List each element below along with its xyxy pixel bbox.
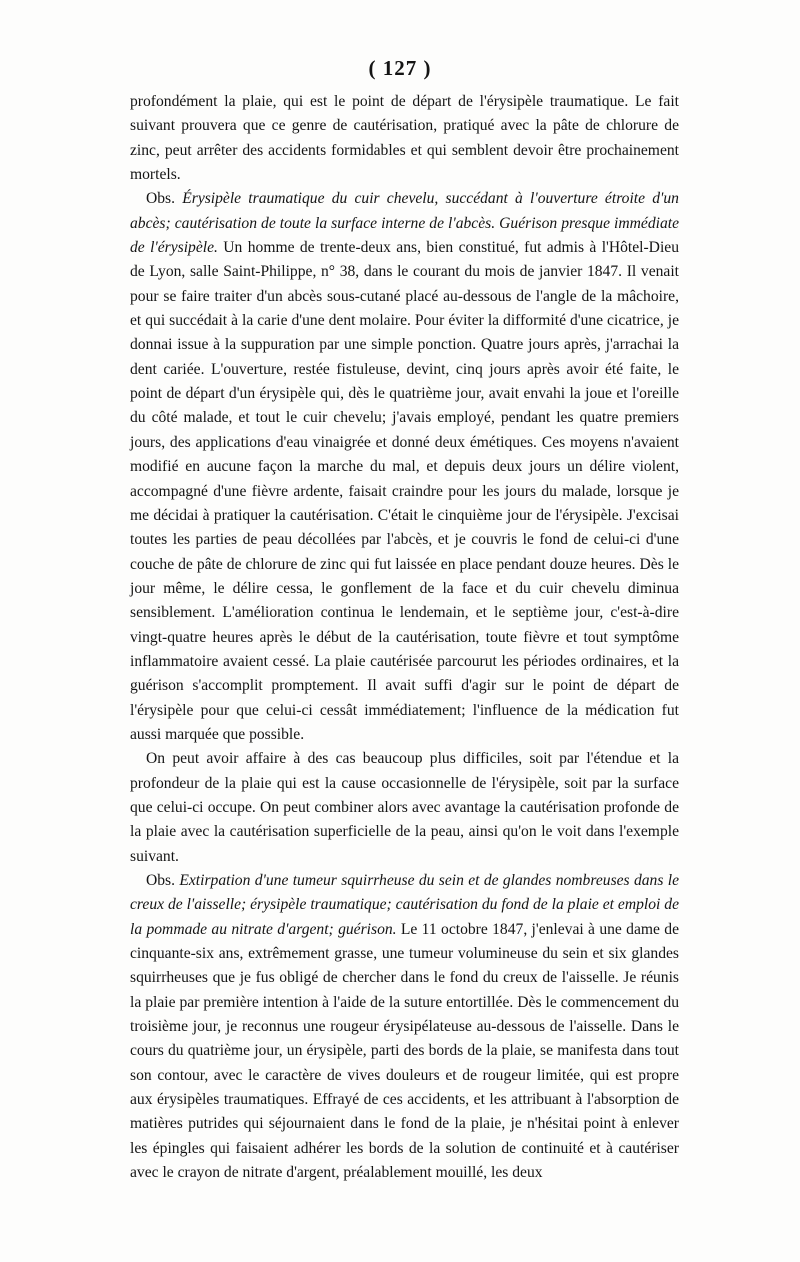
body-text-run: Obs.: [146, 190, 183, 208]
body-text: [130, 90, 679, 1185]
paragraph: [130, 869, 679, 1185]
paragraph: [130, 747, 679, 869]
body-text-run: Un homme de trente-deux ans, bien constitué, fut admis à l'Hôtel-Dieu de Lyon, salle Saint-Philippe, n° 38, dans le courant du mois de janvier 1847. Il venait pour se faire traiter d'un abcès sous-cutané placé au-dessous de l'angle de la mâchoire, et qui succédait à la carie d'une dent molaire. Pour éviter la difformité d'une cicatrice, je donnai issue à la suppuration par une simple ponction. Quatre jours après, j'arrachai la dent cariée. L'ouverture, restée fistuleuse, devint, cinq jours après avoir été faite, le point de départ d'un érysipèle qui, dès le quatrième jour, avait envahi la joue et l'oreille du côté malade, et tout le cuir chevelu; j'avais employé, pendant les quatre premiers jours, des applications d'eau vinaigrée et donné deux émétiques. Ces moyens n'avaient modifié en aucune façon la marche du mal, et depuis deux jours un délire violent, accompagné d'une fièvre ardente, faisait craindre pour les jours du malade, lorsque je me décidai à pratiquer la cautérisation. C'était le cinquième jour de l'érysipèle. J'excisai toutes les parties de peau décollées par l'abcès, et je couvris le fond de celui-ci d'une couche de pâte de chlorure de zinc qui fut laissée en place pendant douze heures. Dès le jour même, le délire cessa, le gonflement de la face et du cuir chevelu diminua sensiblement. L'amélioration continua le lendemain, et le septième jour, c'est-à-dire vingt-quatre heures après le début de la cautérisation, toute fièvre et tout symptôme inflammatoire avaient cessé. La plaie cautérisée parcourut les périodes ordinaires, et la guérison s'accomplit promptement. Il avait suffi d'agir sur le point de départ de l'érysipèle pour que celui-ci cessât immédiatement; l'influence de la médication fut aussi marquée que possible.: [130, 239, 679, 743]
body-text-run: On peut avoir affaire à des cas beaucoup plus difficiles, soit par l'étendue et la profondeur de la plaie qui est la cause occasionnelle de l'érysipèle, soit par la surface que celui-ci occupe. On peut combiner alors avec avantage la cautérisation profonde de la plaie avec la cautérisation superficielle de la peau, ainsi qu'on le voit dans l'exemple suivant.: [130, 750, 679, 865]
body-text-run: Le 11 octobre 1847, j'enlevai à une dame de cinquante-six ans, extrêmement grasse, une tumeur volumineuse du sein et six glandes squirrheuses que je fus obligé de chercher dans le fond du creux de l'aisselle. Je réunis la plaie par première intention à l'aide de la suture entortillée. Dès le commencement du troisième jour, je reconnus une rougeur érysipélateuse au-dessous de l'aisselle. Dans le cours du quatrième jour, un érysipèle, parti des bords de la plaie, se manifesta dans tout son contour, avec le caractère de vives douleurs et de rougeur limitée, qui est propre aux érysipèles traumatiques. Effrayé de ces accidents, et les attribuant à l'absorption de matières putrides qui séjournaient dans le fond de la plaie, je n'hésitai point à enlever les épingles qui faisaient adhérer les bords de la solution de continuité et à cautériser avec le crayon de nitrate d'argent, préalablement mouillé, les deux: [130, 920, 679, 1182]
paragraph: [130, 90, 679, 187]
paragraph: [130, 187, 679, 747]
page-number: ( 127 ): [368, 56, 432, 80]
body-text-run: Obs.: [146, 872, 180, 889]
italic-heading-text: Extirpation d'une tumeur squirrheuse du sein et de glandes nombreuses dans le creux de l'aisselle; érysipèle traumatique; cautérisation du fond de la plaie et emploi de la pommade au nitrate d'argent; guérison.: [130, 872, 679, 938]
italic-heading-text: Érysipèle traumatique du cuir chevelu, succédant à l'ouverture étroite d'un abcès; cautérisation de toute la surface interne de l'abcès. Guérison presque immédiate de l'érysipèle.: [130, 190, 679, 257]
body-text-run: profondément la plaie, qui est le point de départ de l'érysipèle traumatique. Le fait suivant prouvera que ce genre de cautérisation, pratiqué avec la pâte de chlorure de zinc, peut arrêter des accidents formidables et qui semblent devoir être prochainement mortels.: [130, 93, 679, 184]
